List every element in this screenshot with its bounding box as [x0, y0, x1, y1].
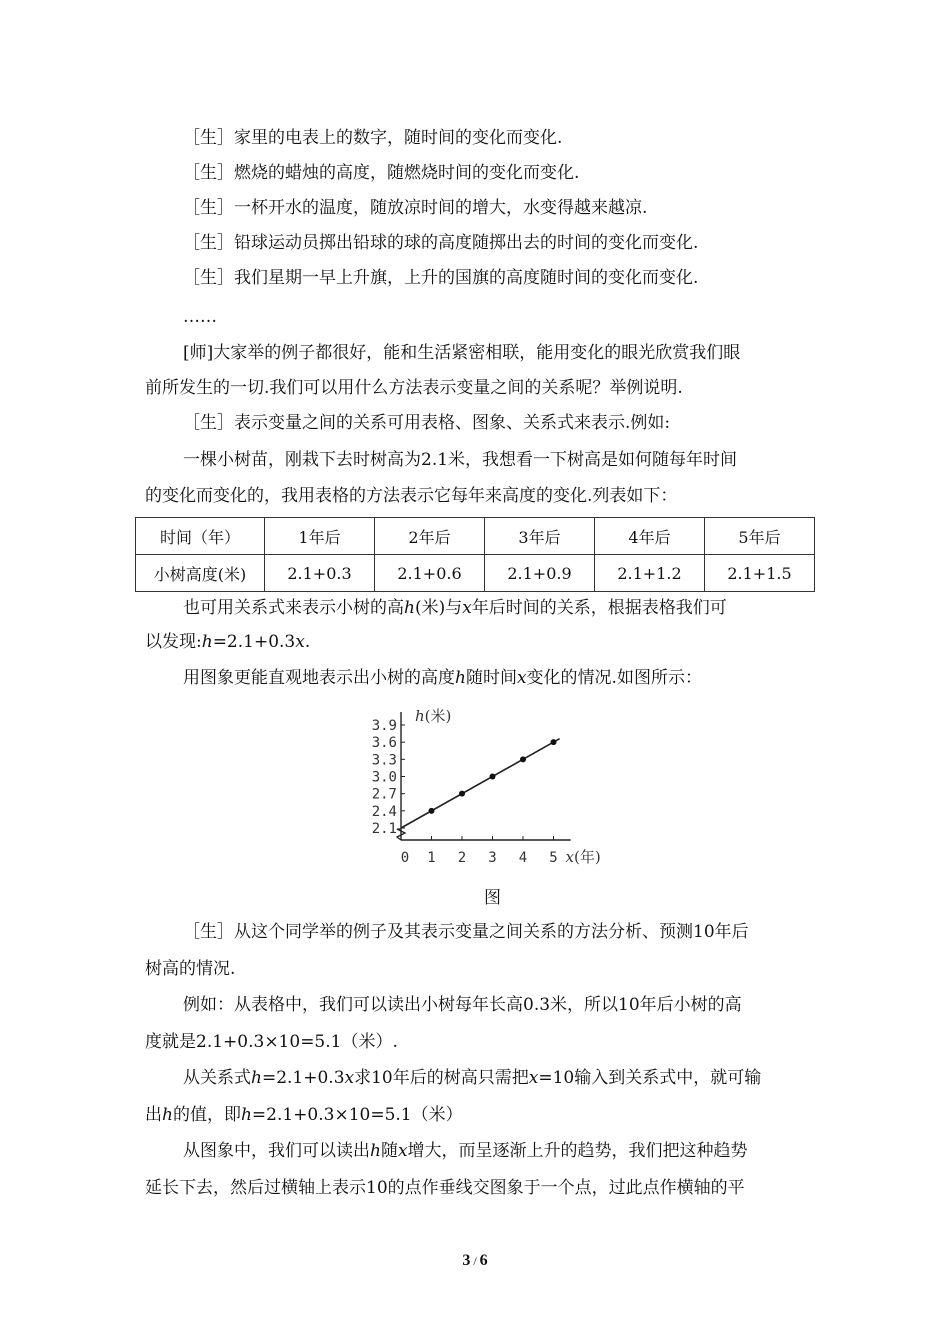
ellipsis: …… — [183, 307, 217, 327]
text-run: =10输入到关系式中，就可输 — [538, 1068, 762, 1088]
dialogue-line-3: ［生］一杯开水的温度，随放凉时间的增大，水变得越来越凉. — [183, 198, 648, 218]
text-run: 从关系式 — [183, 1068, 251, 1088]
data-point — [490, 774, 496, 780]
var-x: x — [516, 668, 527, 688]
graph-intro — [183, 666, 702, 690]
text-run: 变化的情况.如图所示： — [526, 668, 702, 688]
text-run: 也可用关系式来表示小树的高 — [183, 598, 404, 618]
dialogue-line-5: ［生］我们星期一早上升旗，上升的国旗的高度随时间的变化而变化. — [183, 268, 699, 288]
table-cell: 2年后 — [375, 518, 485, 555]
text-run: =2.1+0.3 — [261, 1068, 345, 1088]
relation-line-2 — [145, 1103, 463, 1127]
x-tick-label: 5 — [549, 850, 558, 866]
table-cell: 5年后 — [705, 518, 815, 555]
table-cell: 2.1+0.6 — [375, 555, 485, 592]
text-run: 增大，而呈逐渐上升的趋势，我们把这种趋势 — [407, 1141, 748, 1161]
var-x: x — [295, 632, 305, 652]
table-cell: 2.1+0.9 — [485, 555, 595, 592]
var-x: x — [462, 598, 472, 618]
x-tick-label: 4 — [518, 850, 528, 866]
y-axis-label: h(米) — [415, 707, 452, 725]
table-cell: 时间（年） — [136, 518, 265, 555]
tree-height-chart — [360, 700, 630, 880]
text-run: 随时间 — [465, 668, 517, 688]
var-h: h — [404, 598, 415, 618]
series-line — [401, 739, 560, 828]
data-point — [459, 791, 465, 797]
page-number — [0, 1252, 950, 1270]
table-read-line-2: 度就是2.1+0.3×10=5.1（米）. — [145, 1032, 398, 1052]
table-cell: 2.1+1.2 — [595, 555, 705, 592]
image-read-line-1 — [183, 1139, 748, 1163]
teacher-line-2: 前所发生的一切.我们可以用什么方法表示变量之间的关系呢？举例说明. — [145, 378, 683, 398]
var-x: x — [528, 1068, 539, 1088]
x-tick-label: 0 — [400, 850, 410, 866]
text-run: 随 — [380, 1141, 398, 1161]
var-h: h — [201, 632, 213, 652]
y-tick-label: 3.6 — [371, 735, 397, 752]
table-cell: 3年后 — [485, 518, 595, 555]
table-cell: 1年后 — [265, 518, 375, 555]
example-line-1: 一棵小树苗，刚栽下去时树高为2.1米，我想看一下树高是如何随每年时间 — [183, 450, 738, 470]
var-x: x — [344, 1068, 355, 1088]
x-tick-label: 1 — [427, 850, 436, 866]
image-read-line-2: 延长下去，然后过横轴上表示10的点作垂线交图象于一个点，过此点作横轴的平 — [145, 1178, 745, 1198]
text-run: 的值，即 — [172, 1105, 241, 1125]
text-run: 以发现: — [145, 632, 202, 652]
table-cell: 2.1+0.3 — [265, 555, 375, 592]
y-tick-label: 3.3 — [371, 752, 397, 769]
text-run: 求10年后的树高只需把 — [354, 1068, 529, 1088]
table-read-line-1: 例如：从表格中，我们可以读出小树每年长高0.3米，所以10年后小树的高 — [183, 995, 742, 1015]
text-run: 从图象中，我们可以读出 — [183, 1141, 370, 1161]
analysis-line-2: 树高的情况. — [145, 959, 236, 979]
y-tick-label: 2.4 — [371, 803, 397, 820]
figure-caption: 图 — [484, 888, 501, 908]
text-run: =2.1+0.3×10=5.1（米） — [251, 1105, 463, 1125]
y-tick-label: 3.9 — [371, 718, 397, 734]
var-x: x — [397, 1141, 408, 1161]
x-axis-label: x(年) — [565, 848, 601, 866]
var-h: h — [455, 668, 466, 688]
dialogue-line-2: ［生］燃烧的蜡烛的高度，随燃烧时间的变化而变化. — [183, 163, 580, 183]
dialogue-line-4: ［生］铅球运动员掷出铅球的球的高度随掷出去的时间的变化而变化. — [183, 233, 699, 253]
text-run: 用图象更能直观地表示出小树的高度 — [183, 668, 455, 688]
text-run: 出 — [145, 1105, 162, 1125]
var-h: h — [162, 1105, 173, 1125]
data-point — [520, 756, 526, 762]
teacher-line-1: [师]大家举的例子都很好，能和生活紧密相联，能用变化的眼光欣赏我们眼 — [183, 343, 741, 363]
formula-line-2 — [145, 630, 310, 654]
var-h: h — [370, 1141, 381, 1161]
text-run: (米)与 — [414, 598, 463, 618]
text-run: =2.1+0.3 — [212, 632, 296, 652]
table-cell: 2.1+1.5 — [705, 555, 815, 592]
x-tick-label: 2 — [457, 850, 467, 866]
data-point — [551, 739, 557, 745]
example-line-2: 的变化而变化的，我用表格的方法表示它每年来高度的变化.列表如下： — [145, 486, 678, 506]
x-tick-label: 3 — [488, 850, 497, 866]
table-cell: 小树高度(米) — [136, 555, 265, 592]
table-cell: 4年后 — [595, 518, 705, 555]
formula-line-1 — [183, 596, 727, 620]
student-methods: ［生］表示变量之间的关系可用表格、图象、关系式来表示.例如: — [183, 413, 671, 433]
var-h: h — [251, 1068, 262, 1088]
analysis-line-1: ［生］从这个同学举的例子及其表示变量之间关系的方法分析、预测10年后 — [183, 922, 749, 942]
y-tick-label: 2.1 — [371, 821, 397, 837]
table-header-row — [136, 518, 815, 555]
tree-height-table — [135, 517, 815, 592]
var-h: h — [240, 1105, 252, 1125]
text-run: . — [304, 632, 311, 652]
text-run: 年后时间的关系，根据表格我们可 — [471, 598, 727, 618]
relation-line-1 — [183, 1066, 761, 1090]
data-point — [429, 808, 435, 814]
dialogue-line-1: ［生］家里的电表上的数字，随时间的变化而变化. — [183, 128, 563, 148]
y-tick-label: 3.0 — [371, 769, 397, 786]
y-tick-label: 2.7 — [371, 786, 397, 803]
page-separator: / — [473, 1254, 477, 1268]
page-total: 6 — [479, 1252, 488, 1269]
page-current: 3 — [462, 1252, 471, 1269]
table-row — [136, 555, 815, 592]
